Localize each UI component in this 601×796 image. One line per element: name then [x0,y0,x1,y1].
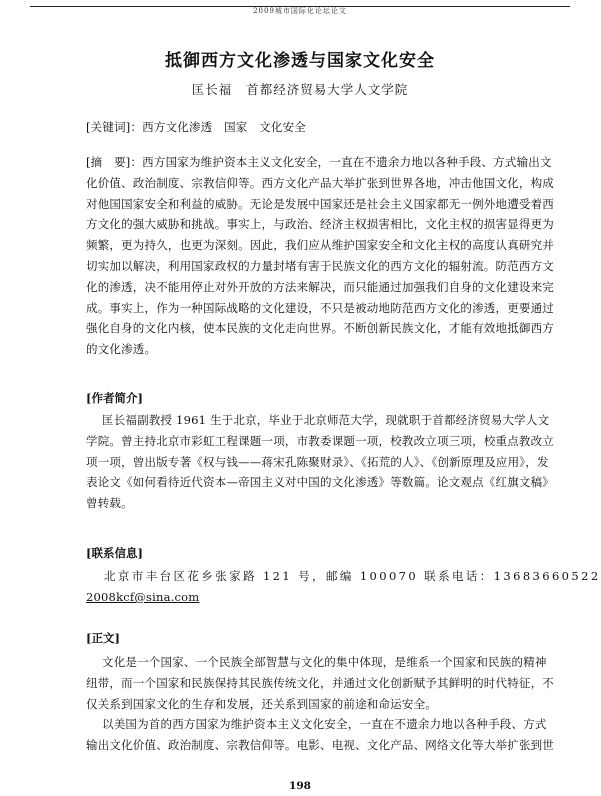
author-intro-heading: [作者简介] [86,391,143,405]
author-intro-line: 曾转载。 [86,496,133,511]
main-text-line: 以美国为首的西方国家为维护资本主义文化安全，一直在不遗余力地以各种手段、方式 [102,717,547,732]
contact-heading: [联系信息] [86,546,143,560]
keywords-text: [关键词]：西方文化渗透 国家 文化安全 [86,120,306,134]
author-affiliation: 首都经济贸易大学人文学院 [246,82,409,97]
main-text-line: 纽带，而一个国家和民族保持其民族传统文化，并通过文化创新赋予其鲜明的时代特征，不 [86,675,554,690]
abstract-line: 化价值、政治制度、宗教信仰等。西方文化产品大举扩张到世界各地，冲击他国文化，构成 [86,175,554,190]
main-text-heading: [正文] [86,631,120,645]
author-name: 匡长福 [191,82,233,97]
running-header-text: 2009城市国际化论坛论文 [253,7,347,15]
contact-email-link[interactable]: 2008kcf@sina.com [86,589,200,604]
paper-title: 抵御西方文化渗透与国家文化安全 [165,51,435,71]
abstract-line: 切实加以解决，利用国家政权的力量封堵有害于民族文化的西方文化的辐射流。防范西方文 [86,258,554,273]
author-intro [86,410,554,514]
main-text-line: 输出文化价值、政治制度、宗教信仰等。电影、电视、文化产品、网络文化等大举扩张到世 [86,738,554,753]
abstract-line: [摘 要]：西方国家为维护资本主义文化安全，一直在不遗余力地以各种手段、方式输出文 [86,155,552,169]
running-header [30,0,570,15]
author-intro-line: 学院。曾主持北京市彩虹工程课题一项，市教委课题一项，校教改立项三项，校重点教改立 [86,433,554,448]
abstract-line: 成。事实上，作为一种国际战略的文化建设，不只是被动地防范西方文化的渗透，更要通过 [86,300,554,315]
contact-info [86,566,601,608]
main-text-line: 仅关系到国家文化的生存和发展，还关系到国家的前途和命运安全。 [86,696,437,711]
author-intro-line: 匡长福副教授 1961 生于北京，毕业于北京师范大学，现就职于首都经济贸易大学人文 [102,413,550,427]
author-intro-line: 表论文《如何看待近代资本—帝国主义对中国的文化渗透》等数篇。论文观点《红旗文稿》 [86,475,554,490]
author-intro-line: 项一项，曾出版专著《权与钱——蒋宋孔陈聚财录》、《拓荒的人》、《创新原理及应用》，发 [86,454,549,469]
abstract-line: 频繁，更为持久，也更为深刻。因此，我们应从维护国家安全和文化主权的高度认真研究并 [86,238,554,253]
abstract-line: 对他国国家安全和利益的威胁。无论是发展中国家还是社会主义国家都无一例外地遭受着西 [86,196,554,211]
keywords [86,117,514,138]
abstract-line: 方文化的强大威胁和挑战。事实上，与政治、经济主权损害相比，文化主权的损害显得更为 [86,217,554,232]
author-line [0,80,600,98]
abstract-line: 强化自身的文化内核，使本民族的文化走向世界。不断创新民族文化，才能有效地抵御西方 [86,321,554,336]
contact-address: 北京市丰台区花乡张家路 121 号，邮编 100070 联系电话：13683660522 [104,569,601,583]
abstract [86,152,554,360]
abstract-line: 化的渗透，决不能用停止对外开放的方法来解决，而只能通过加强我们自身的文化建设来完 [86,279,554,294]
abstract-line: 的文化渗透。 [86,342,157,357]
page-number: 198 [289,780,311,792]
main-text [86,652,554,756]
main-text-line: 文化是一个国家、一个民族全部智慧与文化的集中体现，是维系一个国家和民族的精神 [102,655,547,669]
